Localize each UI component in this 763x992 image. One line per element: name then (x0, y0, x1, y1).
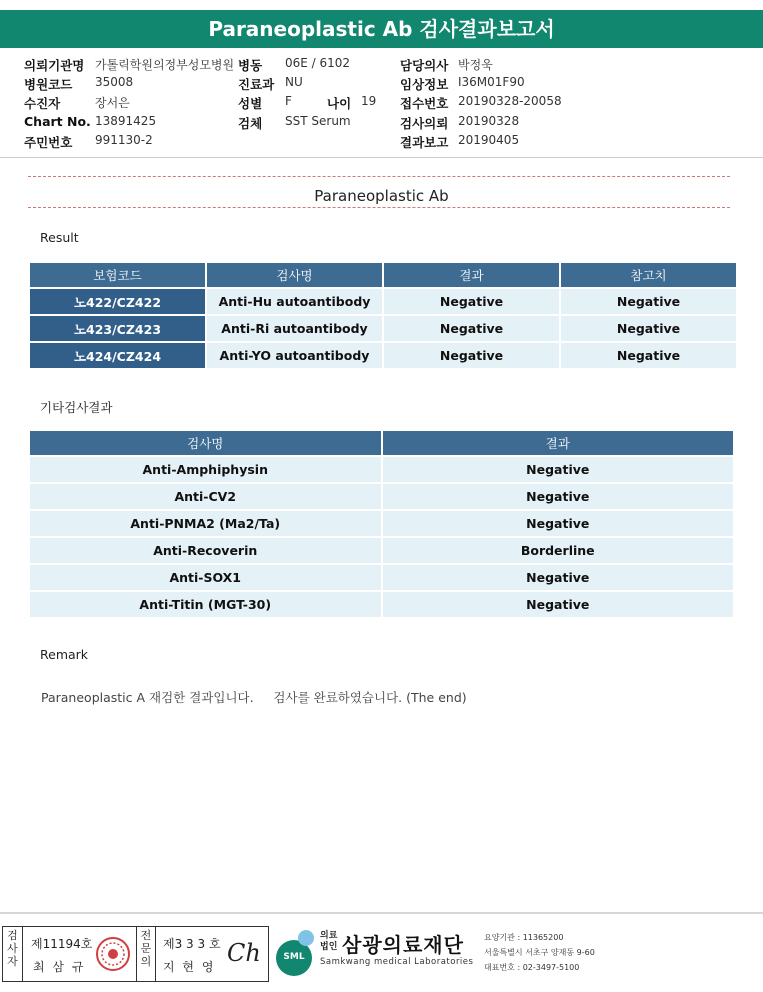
rrn-label: 주민번호 (24, 135, 73, 150)
test-name-cell: Anti-Amphiphysin (30, 457, 381, 482)
col-result: 결과 (384, 263, 559, 287)
result-table-header (30, 263, 736, 287)
other-tests-table (28, 429, 735, 619)
institution-value: 가톨릭학원의정부성모병원 (95, 58, 235, 72)
logo-badge-text: SML (283, 952, 305, 962)
specialist-label: 전문의 (136, 927, 156, 981)
table-row (30, 565, 733, 590)
result-cell: Negative (384, 316, 559, 341)
doctor-label: 담당의사 (400, 58, 449, 73)
receipt-label: 접수번호 (400, 96, 449, 111)
col-test-name: 검사명 (207, 263, 382, 287)
ward-value: 06E / 6102 (285, 56, 351, 70)
result-cell: Negative (383, 565, 734, 590)
signature-box (2, 926, 269, 982)
org-name: 삼광의료재단 (342, 933, 464, 957)
section-divider-top (28, 176, 730, 177)
test-name-cell: Anti-CV2 (30, 484, 381, 509)
section-divider-bottom (28, 207, 730, 208)
inspector-label: 검사자 (3, 927, 23, 981)
test-name-cell: Anti-SOX1 (30, 565, 381, 590)
chart-label: Chart No. (24, 114, 91, 129)
col-insurance-code: 보험코드 (30, 263, 205, 287)
inspector-name: 최 삼 규 (33, 960, 86, 974)
remark-text: Paraneoplastic A 재검한 결과입니다. 검사를 완료하였습니다. (The end) (41, 690, 467, 705)
rrn-value: 991130-2 (95, 133, 153, 147)
result-cell: Borderline (383, 538, 734, 563)
test-name-cell: Anti-PNMA2 (Ma2/Ta) (30, 511, 381, 536)
signature: Ch (227, 939, 261, 967)
org-type: 의료법인 (320, 931, 338, 952)
result-table (28, 261, 738, 370)
reference-cell: Negative (561, 316, 736, 341)
patient-label: 수진자 (24, 96, 61, 111)
table-row (30, 511, 733, 536)
col-result: 결과 (383, 431, 734, 455)
organization-logo (272, 926, 762, 982)
section-title: Paraneoplastic Ab (314, 187, 449, 205)
insurance-code-cell: 노423/CZ423 (30, 316, 205, 341)
seal-stamp-icon (95, 936, 131, 972)
other-table-header (30, 431, 733, 455)
doctor-value: 박정욱 (458, 58, 493, 72)
department-value: NU (285, 75, 303, 89)
ward-label: 병동 (238, 58, 263, 73)
table-row (30, 592, 733, 617)
result-cell: Negative (383, 511, 734, 536)
age-value: 19 (361, 94, 377, 108)
remark-caption: Remark (40, 647, 89, 662)
patient-info-block (0, 54, 763, 154)
institution-label: 의뢰기관명 (24, 58, 85, 73)
receipt-value: 20190328-20058 (458, 94, 562, 108)
patient-value: 장서은 (95, 96, 130, 110)
report-title: Paraneoplastic Ab 검사결과보고서 (0, 10, 763, 48)
footer-divider (0, 912, 763, 914)
table-row (30, 484, 733, 509)
org-name-en: Samkwang medical Laboratories (320, 957, 474, 967)
col-test-name: 검사명 (30, 431, 381, 455)
org-address: 서울특별시 서초구 양재동 9-60 (484, 948, 595, 957)
test-name-cell: Anti-Hu autoantibody (207, 289, 382, 314)
header-divider (0, 157, 763, 158)
sex-label: 성별 (238, 96, 263, 111)
table-row (30, 538, 733, 563)
report-label: 결과보고 (400, 135, 449, 150)
department-label: 진료과 (238, 77, 275, 92)
request-label: 검사의뢰 (400, 116, 449, 131)
sex-value: F (285, 94, 292, 108)
clinical-label: 임상정보 (400, 77, 449, 92)
specimen-value: SST Serum (285, 114, 351, 128)
specimen-label: 검체 (238, 116, 263, 131)
result-cell: Negative (384, 343, 559, 368)
inspector-license: 제11194호 (31, 937, 93, 951)
hospital-code-label: 병원코드 (24, 77, 73, 92)
result-caption: Result (40, 230, 79, 245)
test-name-cell: Anti-YO autoantibody (207, 343, 382, 368)
specialist-license: 제3 3 3 호 (163, 937, 221, 951)
specialist-name: 지 현 영 (163, 960, 216, 974)
test-name-cell: Anti-Recoverin (30, 538, 381, 563)
result-cell: Negative (384, 289, 559, 314)
table-row (30, 289, 736, 314)
table-row (30, 316, 736, 341)
result-cell: Negative (383, 457, 734, 482)
insurance-code-cell: 노422/CZ422 (30, 289, 205, 314)
org-code: 요양기관 : 11365200 (484, 933, 564, 942)
reference-cell: Negative (561, 289, 736, 314)
table-row (30, 457, 733, 482)
result-cell: Negative (383, 484, 734, 509)
result-cell: Negative (383, 592, 734, 617)
insurance-code-cell: 노424/CZ424 (30, 343, 205, 368)
hospital-code-value: 35008 (95, 75, 134, 89)
col-reference: 참고치 (561, 263, 736, 287)
clinical-value: I36M01F90 (458, 75, 525, 89)
test-name-cell: Anti-Ri autoantibody (207, 316, 382, 341)
age-label: 나이 (327, 96, 352, 111)
request-value: 20190328 (458, 114, 520, 128)
other-tests-caption: 기타검사결과 (40, 400, 113, 415)
table-row (30, 343, 736, 368)
chart-value: 13891425 (95, 114, 157, 128)
reference-cell: Negative (561, 343, 736, 368)
report-value: 20190405 (458, 133, 520, 147)
test-name-cell: Anti-Titin (MGT-30) (30, 592, 381, 617)
org-phone: 대표번호 : 02-3497-5100 (484, 963, 580, 972)
